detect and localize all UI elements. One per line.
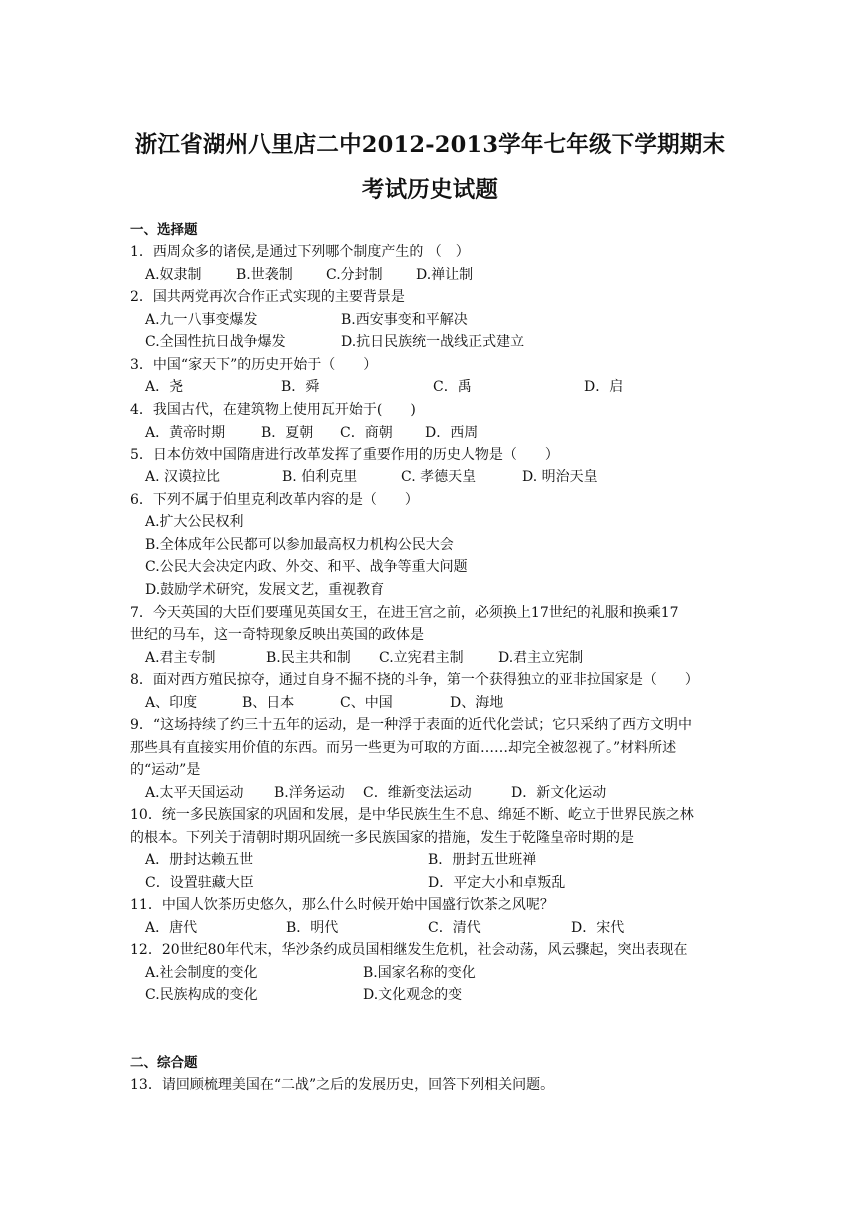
question-4-option-a: A．黄帝时期 [145,425,226,441]
question-3-option-a: A．尧 [145,379,184,395]
question-9-option-b: B.洋务运动 [274,785,345,801]
question-11-stem: 11．中国人饮茶历史悠久，那么什么时候开始中国盛行饮茶之风呢？ [130,897,554,913]
question-5-stem: 5．日本仿效中国隋唐进行改革发挥了重要作用的历史人物是（ ） [130,447,559,463]
question-7-option-b: B.民主共和制 [266,650,351,666]
question-5-option-c: C. 孝德天皇 [401,469,477,485]
question-3-option-c: C．禹 [433,379,472,395]
question-1-option-c: C.分封制 [326,267,383,283]
question-8-option-d: D、海地 [450,695,504,711]
question-10-option-b: B．册封五世班禅 [428,852,537,868]
question-9-option-c: C．维新变法运动 [363,785,472,801]
question-9-option-d: D．新文化运动 [511,785,607,801]
question-10-option-a: A．册封达赖五世 [145,852,254,868]
question-7-stem-line-2: 世纪的马车，这一奇特现象反映出英国的政体是 [130,627,424,643]
question-10-stem-line-1: 10．统一多民族国家的巩固和发展，是中华民族生生不息、绵延不断、屹立于世界民族之林 [130,807,694,823]
question-7-option-c: C.立宪君主制 [379,650,464,666]
question-2-stem: 2．国共两党再次合作正式实现的主要背景是 [130,289,405,305]
question-11-option-c: C．清代 [428,920,481,936]
question-1-stem: 1．西周众多的诸侯,是通过下列哪个制度产生的 （ ） [130,244,470,260]
question-1-option-d: D.禅让制 [416,267,474,283]
question-7-option-a: A.君主专制 [145,650,216,666]
question-1-option-a: A.奴隶制 [145,267,202,283]
question-5-option-a: A. 汉谟拉比 [145,469,221,485]
question-10-option-c: C．设置驻藏大臣 [145,875,254,891]
question-3-option-d: D．启 [584,379,624,395]
question-12-option-a: A.社会制度的变化 [145,965,258,981]
question-3-stem: 3．中国“家天下”的历史开始于（ ） [130,357,378,373]
question-6-option-a: A.扩大公民权利 [145,514,244,530]
question-9-stem-line-2: 那些具有直接实用价值的东西。而另一些更为可取的方面……却完全被忽视了。”材料所述 [130,740,677,756]
question-6-option-c: C.公民大会决定内政、外交、和平、战争等重大问题 [145,559,468,575]
question-2-option-d: D.抗日民族统一战线正式建立 [341,334,525,350]
question-10-option-d: D．平定大小和卓叛乱 [428,875,566,891]
question-11-option-d: D．宋代 [571,920,625,936]
question-13-stem: 13．请回顾梳理美国在“二战”之后的发展历史，回答下列相关问题。 [130,1077,555,1093]
question-7-option-d: D.君主立宪制 [498,650,584,666]
question-3-option-b: B．舜 [281,379,320,395]
question-4-option-d: D．西周 [425,425,479,441]
question-8-stem: 8．面对西方殖民掠夺，通过自身不掘不挠的斗争，第一个获得独立的亚非拉国家是（ ） [130,672,699,688]
question-2-option-c: C.全国性抗日战争爆发 [145,334,286,350]
question-4-option-c: C．商朝 [340,425,393,441]
question-6-stem: 6．下列不属于伯里克利改革内容的是（ ） [130,492,419,508]
question-12-option-d: D.文化观念的变 [363,987,463,1003]
question-2-option-a: A.九一八事变爆发 [145,312,258,328]
question-12-option-b: B.国家名称的变化 [363,965,476,981]
question-5-option-b: B. 伯利克里 [282,469,358,485]
question-7-stem-line-1: 7．今天英国的大臣们要瑾见英国女王，在进王宫之前，必须换上17世纪的礼服和换乘17 [130,605,679,621]
question-10-stem-line-2: 的根本。下列关于清朝时期巩固统一多民族国家的措施，发生于乾隆皇帝时期的是 [130,830,634,846]
question-6-option-b: B.全体成年公民都可以参加最高权力机构公民大会 [145,537,454,553]
question-9-stem-line-3: 的“运动”是 [130,762,201,778]
question-4-option-b: B．夏朝 [261,425,314,441]
question-8-option-c: C、中国 [340,695,393,711]
question-5-option-d: D. 明治天皇 [522,469,598,485]
question-1-option-b: B.世袭制 [236,267,293,283]
question-11-option-b: B．明代 [286,920,339,936]
question-11-option-a: A．唐代 [145,920,198,936]
question-12-option-c: C.民族构成的变化 [145,987,258,1003]
section-heading-comprehensive: 二、综合题 [130,1055,198,1071]
question-8-option-b: B、日本 [242,695,295,711]
question-8-option-a: A、印度 [145,695,198,711]
question-6-option-d: D.鼓励学术研究，发展文艺，重视教育 [145,582,385,598]
question-12-stem: 12．20世纪80年代末，华沙条约成员国相继发生危机，社会动荡，风云骤起，突出表现在 [130,942,688,958]
section-heading-choice: 一、选择题 [130,222,198,238]
document-title-line-2: 考试历史试题 [361,177,499,203]
document-title-line-1: 浙江省湖州八里店二中2012-2013学年七年级下学期期末 [134,132,726,158]
question-2-option-b: B.西安事变和平解决 [341,312,468,328]
question-4-stem: 4．我国古代，在建筑物上使用瓦开始于( ) [130,402,416,418]
question-9-stem-line-1: 9．“这场持续了约三十五年的运动，是一种浮于表面的近代化尝试；它只采纳了西方文明中 [130,717,693,733]
question-9-option-a: A.太平天国运动 [145,785,244,801]
